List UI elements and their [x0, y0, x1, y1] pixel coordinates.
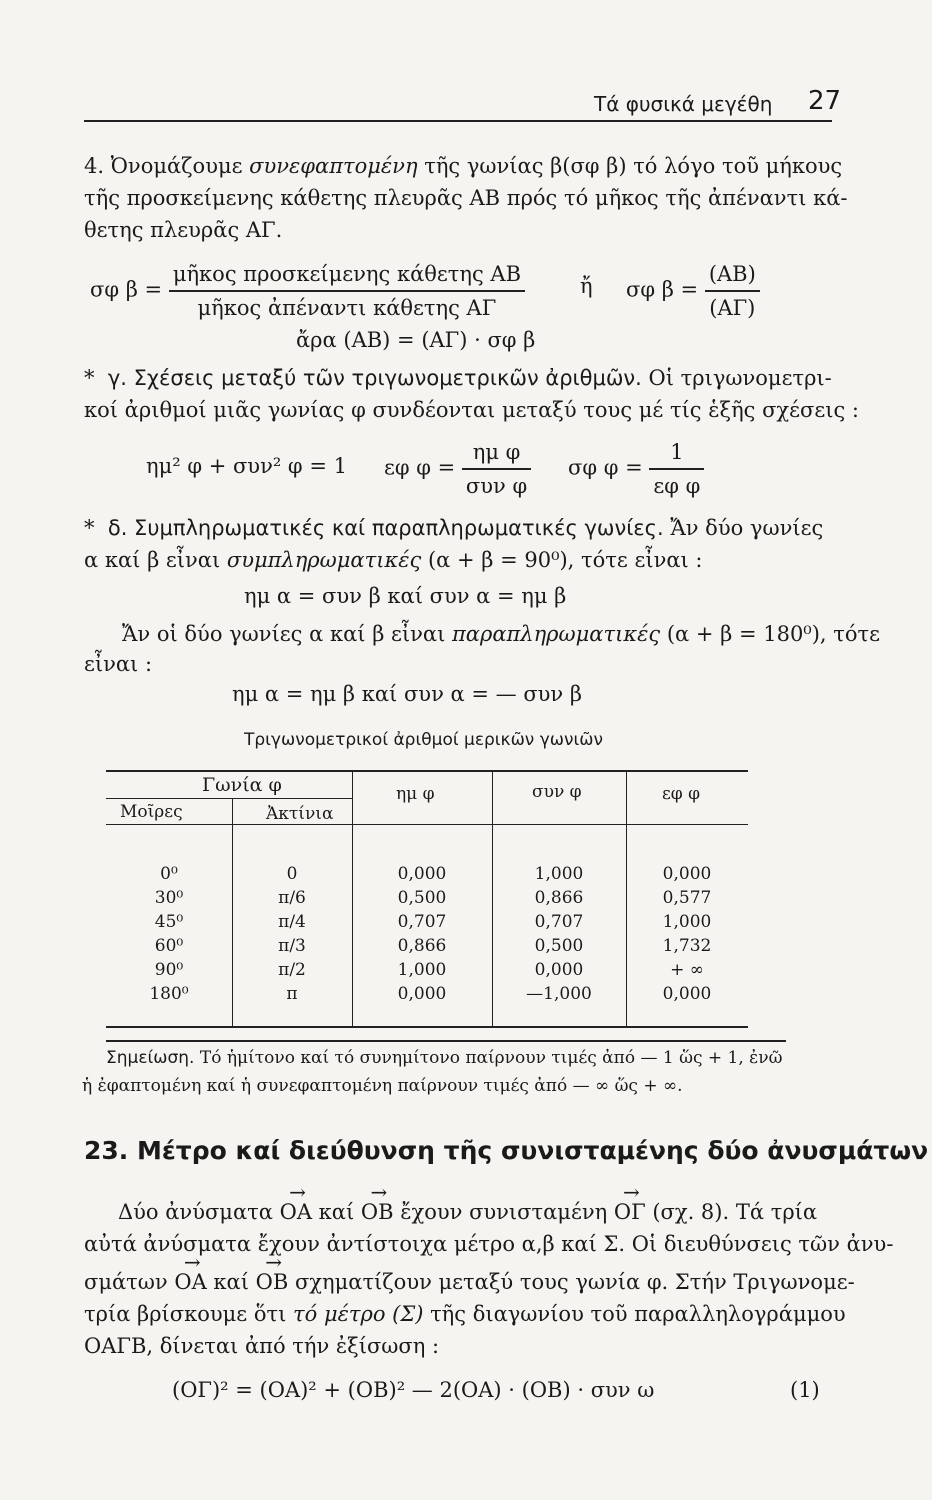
table-row: [106, 958, 748, 982]
running-title: Τά φυσικά μεγέθη: [594, 92, 773, 116]
header-sin: ημ φ: [396, 784, 435, 804]
sec23-line3: σμάτων → ΟΑ καί → ΟΒ σχηματίζουν μεταξύ τους γωνία φ. Στήν Τριγωνομε-: [84, 1266, 855, 1298]
complementary-relations: ημ α = συν β καί συν α = ημ β: [244, 584, 567, 608]
cell-tan: 0,000: [662, 864, 712, 884]
cell-deg: 90⁰: [154, 960, 184, 980]
cell-rad: π/4: [278, 912, 306, 932]
header-tan: εφ φ: [662, 784, 701, 804]
sec23-line2: αὐτά ἀνύσματα ἔχουν ἀντίστοιχα μέτρο α,β καί Σ. Οἱ διευθύνσεις τῶν ἀνυ-: [84, 1232, 894, 1256]
section-23-heading: 23. Μέτρο καί διεύθυνση τῆς συνισταμένης δύο ἀνυσμάτων: [84, 1136, 929, 1165]
or-word: ἤ: [580, 274, 593, 298]
cell-sin: 0,500: [397, 888, 447, 908]
cell-rad: 0: [286, 864, 298, 884]
identity-cot: σφ φ = $\frac{1}{\text{εφ φ}}$: [568, 436, 704, 502]
cell-cos: 0,866: [534, 888, 584, 908]
header-angle: Γωνία φ: [202, 774, 282, 796]
cell-tan: 1,732: [662, 936, 712, 956]
cell-cos: 1,000: [534, 864, 584, 884]
sec-g-line2: κοί ἀριθμοί μιᾶς γωνίας φ συνδέονται μεταξύ τους μέ τίς ἑξῆς σχέσεις :: [84, 398, 860, 422]
sec4-line3: θετης πλευρᾶς ΑΓ.: [84, 218, 283, 242]
cell-tan: 0,000: [662, 984, 712, 1004]
cell-cos: 0,500: [534, 936, 584, 956]
vector-og: → ΟΓ: [614, 1196, 646, 1228]
cell-tan: 1,000: [662, 912, 712, 932]
header-radians: Ἀκτίνια: [266, 804, 334, 824]
vector-oa-2: → ΟΑ: [174, 1266, 206, 1298]
supplementary-relations: ημ α = ημ β καί συν α = — συν β: [232, 682, 582, 706]
vector-ob: → ΟΒ: [361, 1196, 394, 1228]
identity-pythagorean: ημ² φ + συν² φ = 1: [146, 454, 347, 478]
cell-sin: 0,707: [397, 912, 447, 932]
sec-g-line1: * γ. Σχέσεις μεταξύ τῶν τριγωνομετρικῶν ἀριθμῶν. Οἱ τριγωνομετρι-: [84, 366, 832, 390]
equation-number: (1): [790, 1378, 820, 1402]
sec-d-line1: * δ. Συμπληρωματικές καί παραπληρωματικές γωνίες. Ἄν δύο γωνίες: [84, 516, 824, 540]
cell-deg: 45⁰: [154, 912, 184, 932]
identity-tan: εφ φ = $\frac{\text{ημ φ}}{\text{συν φ}}$: [384, 436, 531, 502]
sec-d-line4: εἶναι :: [84, 652, 153, 676]
table-row: [106, 934, 748, 958]
vector-ob-2: → ΟΒ: [256, 1266, 289, 1298]
table-row: [106, 982, 748, 1006]
page-number: 27: [808, 86, 842, 116]
cell-deg: 60⁰: [154, 936, 184, 956]
cell-deg: 180⁰: [149, 984, 189, 1004]
sec-d-line3: Ἄν οἱ δύο γωνίες α καί β εἶναι παραπληρωματικές (α + β = 180⁰), τότε: [122, 622, 881, 646]
cell-cos: 0,707: [534, 912, 584, 932]
header-degrees: Μοῖρες: [120, 802, 183, 822]
cell-cos: —1,000: [526, 984, 592, 1004]
cell-rad: π: [286, 984, 298, 1004]
cell-rad: π/6: [278, 888, 306, 908]
cell-deg: 0⁰: [160, 864, 178, 884]
cell-sin: 1,000: [397, 960, 447, 980]
law-of-cosines-equation: (ΟΓ)² = (ΟΑ)² + (ΟΒ)² — 2(ΟΑ) · (ΟΒ) · συν ω: [172, 1378, 655, 1402]
table-row: [106, 910, 748, 934]
sec23-line1: Δύο ἀνύσματα → ΟΑ καί → ΟΒ ἔχουν συνισταμένη → ΟΓ (σχ. 8). Τά τρία: [118, 1196, 817, 1228]
sec4-line2: τῆς προσκείμενης κάθετης πλευρᾶς ΑΒ πρός τό μῆκος τῆς ἀπέναντι κά-: [84, 186, 848, 210]
note-line2: ἡ ἐφαπτομένη καί ἡ συνεφαπτομένη παίρνουν τιμές ἀπό — ∞ ὥς + ∞.: [82, 1076, 683, 1096]
cell-rad: π/3: [278, 936, 306, 956]
header-cos: συν φ: [532, 782, 582, 802]
formula-ab: ἄρα (ΑΒ) = (ΑΓ) · σφ β: [296, 328, 536, 352]
header-rule: [84, 120, 832, 122]
table-body: [106, 862, 748, 1006]
cell-sin: 0,000: [397, 864, 447, 884]
trig-table: [106, 770, 748, 1028]
table-row: [106, 886, 748, 910]
note-line1: Σημείωση. Τό ἡμίτονο καί τό συνημίτονο παίρνουν τιμές ἀπό — 1 ὥς + 1, ἐνῶ: [106, 1048, 783, 1068]
cell-cos: 0,000: [534, 960, 584, 980]
table-row: [106, 862, 748, 886]
sec4-line1: 4. Ὀνομάζουμε συνεφαπτομένη τῆς γωνίας β(σφ β) τό λόγο τοῦ μήκους: [84, 154, 843, 178]
sec23-line5: ΟΑΓΒ, δίνεται ἀπό τήν ἐξίσωση :: [84, 1334, 440, 1358]
cell-tan: 0,577: [662, 888, 712, 908]
formula-cot-ratio: σφ β = $\frac{(AB)}{(A\Gamma)}$: [626, 258, 760, 324]
vector-oa: → ΟΑ: [280, 1196, 312, 1228]
sec-d-line2: α καί β εἶναι συμπληρωματικές (α + β = 90⁰), τότε εἶναι :: [84, 548, 703, 572]
cell-sin: 0,000: [397, 984, 447, 1004]
formula-cot-definition: σφ β = $\frac{\text{μῆκος προσκείμενης κάθετης ΑΒ}}{\text{μῆκος ἀπέναντι κάθετης ΑΓ}}$: [90, 258, 525, 324]
cell-deg: 30⁰: [154, 888, 184, 908]
note-rule: [106, 1040, 786, 1042]
cell-sin: 0,866: [397, 936, 447, 956]
cell-tan: + ∞: [670, 960, 704, 980]
sec23-line4: τρία βρίσκουμε ὅτι τό μέτρο (Σ) τῆς διαγωνίου τοῦ παραλληλογράμμου: [84, 1302, 846, 1326]
table-caption: Τριγωνομετρικοί ἀριθμοί μερικῶν γωνιῶν: [244, 730, 603, 750]
cell-rad: π/2: [278, 960, 306, 980]
